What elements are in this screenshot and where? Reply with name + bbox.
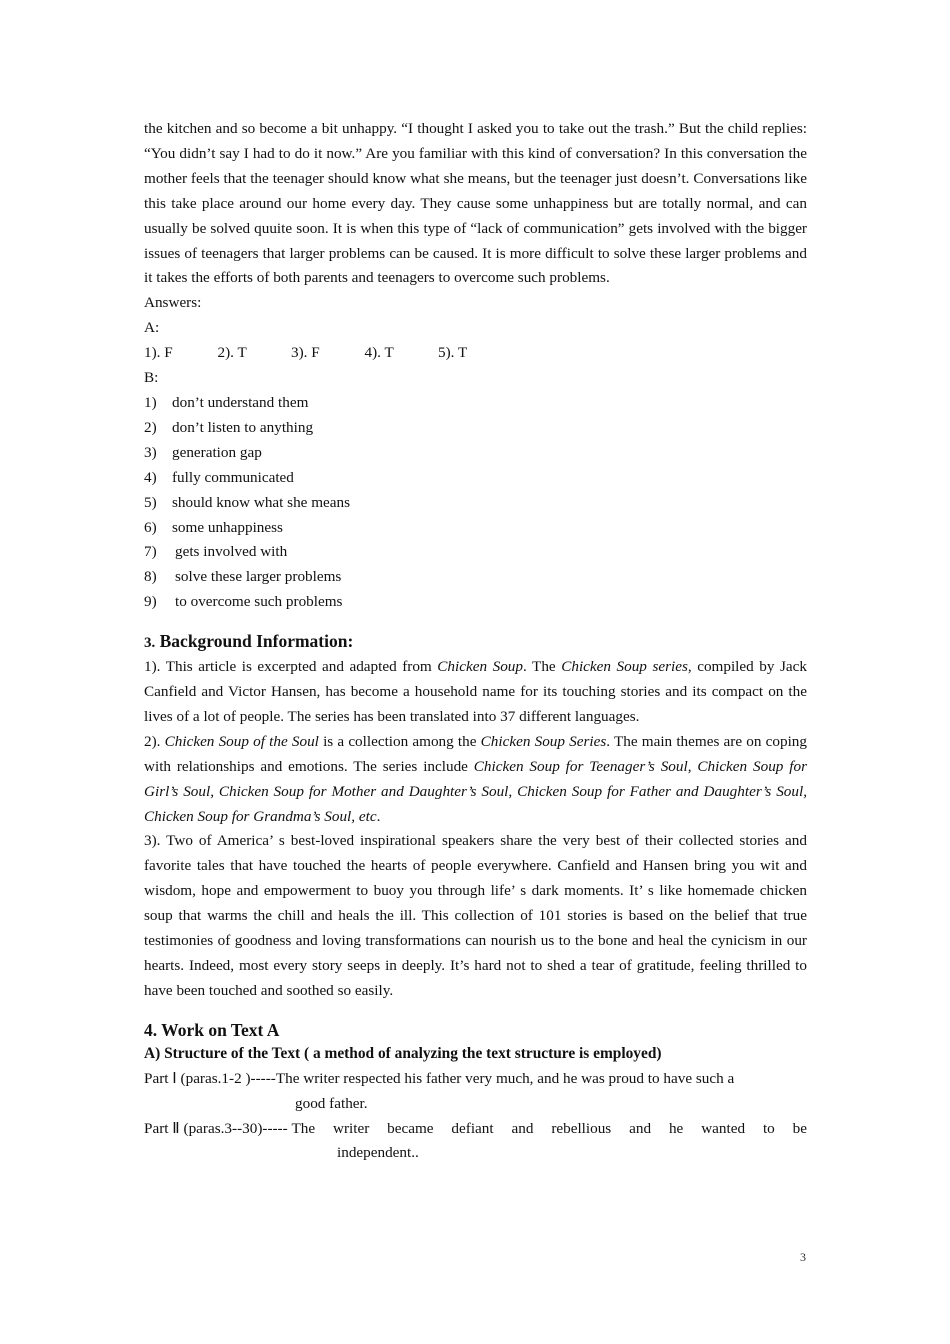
- list-item: [144, 540, 807, 565]
- part-description: The writer respected his father very much, and he was proud to have such a: [275, 1069, 735, 1087]
- section-title: Background Information:: [159, 631, 354, 652]
- answers-a-row: [144, 341, 807, 366]
- item-number: 8): [144, 568, 157, 586]
- answers-b-label: B:: [144, 369, 159, 387]
- part-description: The writer became defiant and rebellious and he wanted to be: [291, 1119, 807, 1137]
- part-label: Part Ⅰ (paras.1-2 )-----: [144, 1069, 276, 1087]
- list-item: [144, 391, 807, 416]
- list-item: [144, 565, 807, 590]
- structure-part: [144, 1117, 807, 1167]
- answer-a-item: 1). F: [144, 344, 173, 362]
- item-number: 6): [144, 518, 157, 536]
- item-text: fully communicated: [172, 468, 294, 486]
- item-text: solve these larger problems: [175, 568, 342, 586]
- item-text: don’t listen to anything: [172, 418, 314, 436]
- answers-a-label: A:: [144, 319, 160, 337]
- text-run: is a collection among the: [318, 732, 481, 750]
- book-title: Chicken Soup of the Soul: [164, 732, 319, 750]
- item-number: 5): [144, 493, 157, 511]
- list-item: [144, 516, 807, 541]
- item-text: don’t understand them: [172, 393, 309, 411]
- document-page: [144, 117, 807, 1166]
- text-run: . The main themes are on coping with relationships and emotions. The series include: [144, 732, 807, 775]
- part-description-continued: independent..: [337, 1144, 419, 1162]
- background-section: [144, 629, 807, 1004]
- list-item: [144, 590, 807, 615]
- background-paragraph-1: [144, 655, 807, 730]
- item-number: 3): [144, 443, 157, 461]
- book-title-list: Chicken Soup for Teenager’s Soul, Chicken Soup for Girl’s Soul, Chicken Soup for Mother and Daughter’s Soul, Chicken Soup for Father and Daughter’s Soul, Chicken Soup for Grandma’s Soul, etc: [144, 757, 807, 825]
- work-on-text-section: [144, 1018, 807, 1167]
- item-number: 1): [144, 393, 157, 411]
- answer-a-item: 3). F: [291, 344, 320, 362]
- item-number: 7): [144, 543, 157, 561]
- structure-subheading: A) Structure of the Text ( a method of analyzing the text structure is employed): [144, 1044, 662, 1062]
- item-text: some unhappiness: [172, 518, 283, 536]
- item-text: generation gap: [172, 443, 262, 461]
- intro-paragraph: the kitchen and so become a bit unhappy. “I thought I asked you to take out the trash.” But the child replies: “You didn’t say I had to do it now.” Are you familiar with this kind of conversation? In this conversation the mother feels that the teenager should know what she means, but the teenager just doesn’t. Conversations like this take place around our home every day. They cause some unhappiness but are totally normal, and can usually be solved quuite soon. It is when this type of “lack of communication” gets involved with the bigger issues of teenagers that larger problems can be caused. It is more difficult to solve these larger problems and it takes the efforts of both parents and teenagers to overcome such problems.: [144, 120, 807, 287]
- answer-a-item: 4). T: [364, 344, 394, 362]
- item-number: 9): [144, 593, 157, 611]
- part-description-continued: good father.: [295, 1094, 368, 1112]
- answers-heading: Answers:: [144, 294, 202, 312]
- answers-section: [144, 291, 807, 615]
- item-number: 4): [144, 468, 157, 486]
- text-run: 2).: [144, 732, 165, 750]
- text-run: . The: [522, 658, 562, 676]
- book-title: Chicken Soup series: [561, 658, 688, 676]
- text-run: .: [376, 807, 381, 825]
- part-row: [144, 1067, 807, 1092]
- section-number: 3.: [144, 635, 156, 652]
- item-number: 2): [144, 418, 157, 436]
- part-label: Part Ⅱ (paras.3--30)-----: [144, 1119, 292, 1137]
- list-item: [144, 441, 807, 466]
- text-run: 1). This article is excerpted and adapted from: [144, 658, 438, 676]
- answer-a-item: 5). T: [438, 344, 468, 362]
- text-run: , compiled by Jack Canfield and Victor Hansen, has become a household name for its touching stories and its compact on the lives of a lot of people. The series has been translated into 37 different languages.: [144, 658, 807, 725]
- answers-b-list: [144, 391, 807, 615]
- structure-part: [144, 1067, 807, 1117]
- item-text: to overcome such problems: [175, 593, 343, 611]
- item-text: should know what she means: [172, 493, 351, 511]
- background-heading: [144, 629, 807, 655]
- list-item: [144, 416, 807, 441]
- background-paragraph-3: 3). Two of America’ s best-loved inspirational speakers share the very best of their collected stories and favorite tales that have touched the hearts of people everywhere. Canfield and Hansen bring you wit and wisdom, hope and empowerment to buoy you through life’ s dark moments. It’ s like homemade chicken soup that warms the chill and heals the ill. This collection of 101 stories is based on the belief that true testimonies of goodness and loving transformations can nourish us to the bone and heal the cynicism in our hearts. Indeed, most every story seeps in deeply. It’s hard not to shed a tear of gratitude, feeling thrilled to have been touched and soothed so easily.: [144, 832, 807, 999]
- page-number: 3: [800, 1250, 806, 1264]
- list-item: [144, 466, 807, 491]
- work-on-text-heading: 4. Work on Text A: [144, 1019, 280, 1040]
- item-text: gets involved with: [175, 543, 288, 561]
- book-title: Chicken Soup Series: [480, 732, 607, 750]
- book-title: Chicken Soup: [437, 658, 523, 676]
- part-row: [144, 1117, 807, 1142]
- list-item: [144, 491, 807, 516]
- background-paragraph-2: [144, 730, 807, 830]
- answer-a-item: 2). T: [217, 344, 247, 362]
